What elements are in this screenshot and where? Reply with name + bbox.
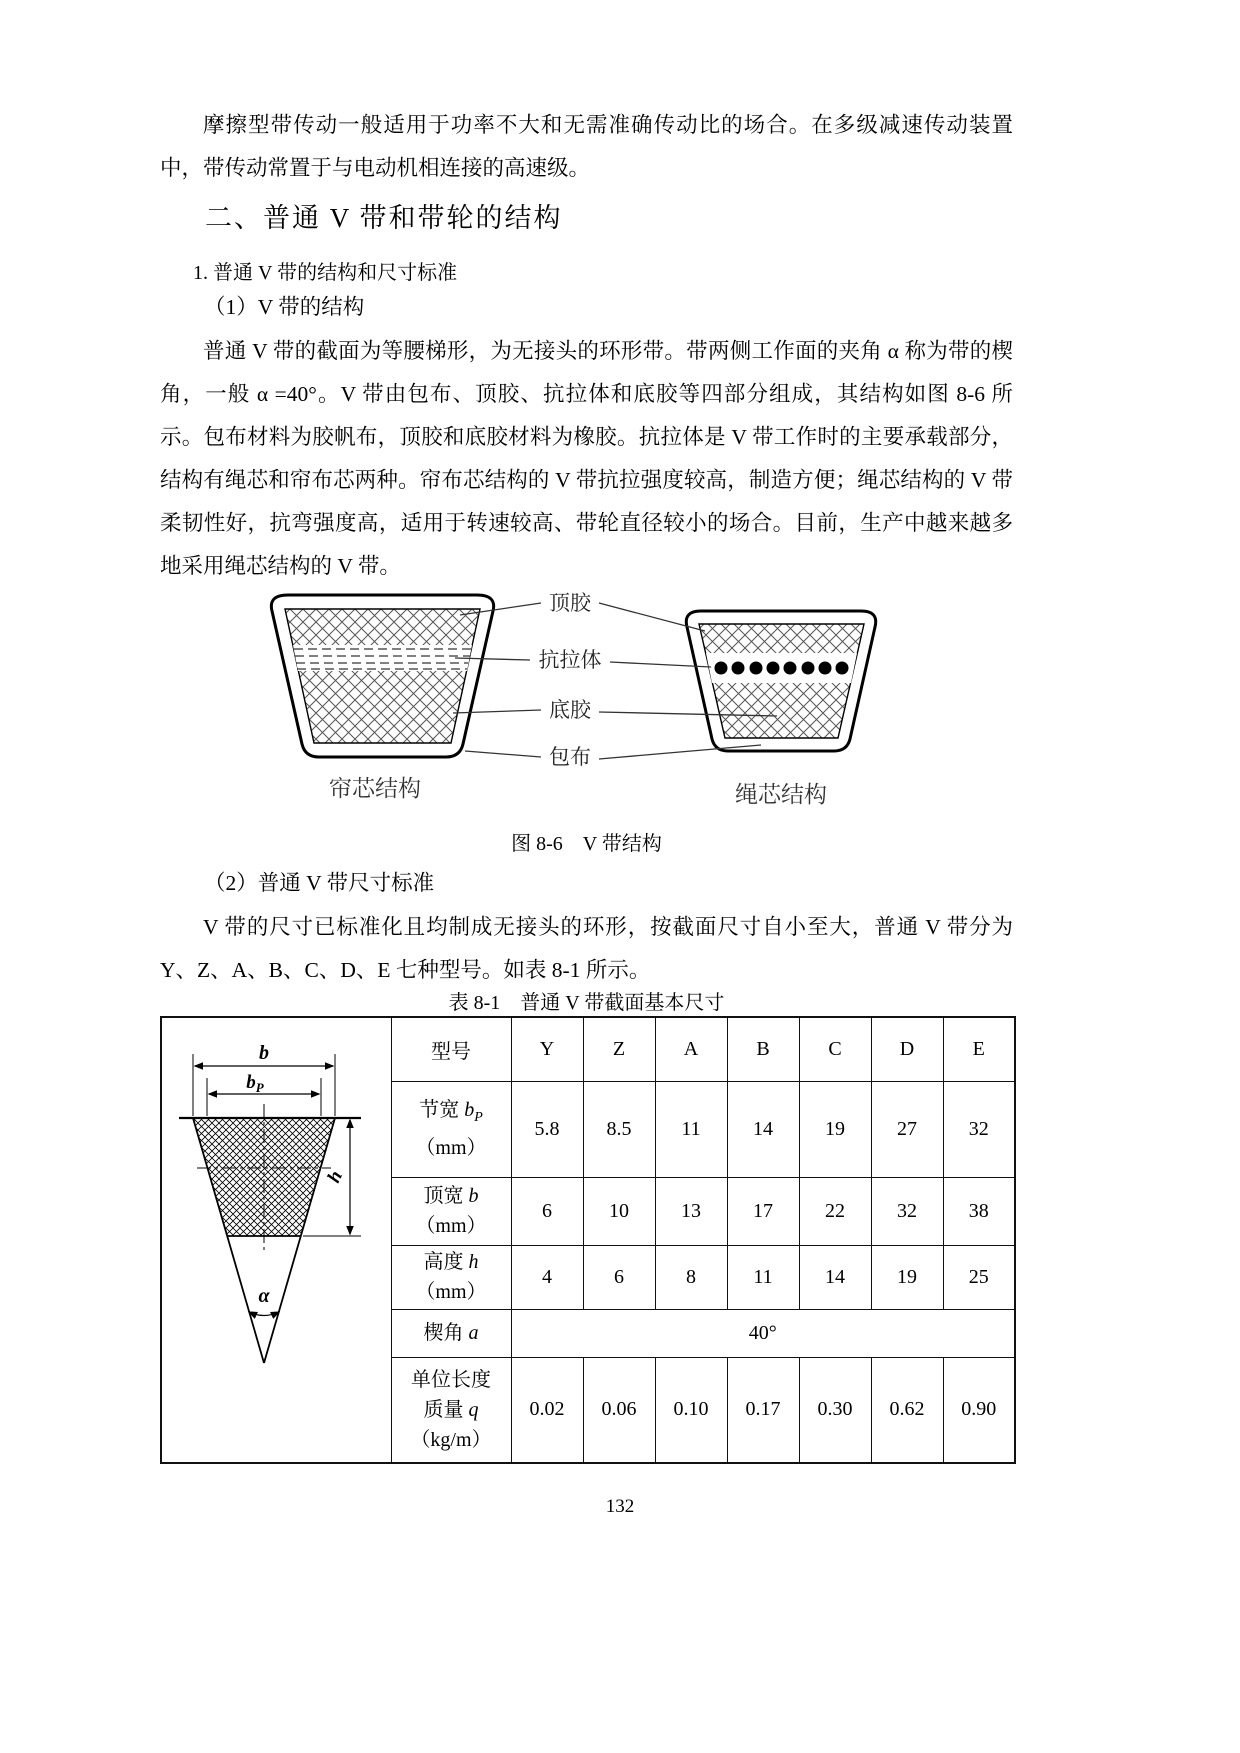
table-cell: 11 — [727, 1245, 799, 1309]
table-cell: 4 — [511, 1245, 583, 1309]
label-wrap-fabric: 包布 — [549, 745, 591, 769]
col-header: C — [799, 1017, 871, 1081]
table-cell: 22 — [799, 1177, 871, 1245]
table-cell: 27 — [871, 1081, 943, 1177]
fabric-core-belt-drawing — [271, 595, 493, 757]
table-cell: 25 — [943, 1245, 1015, 1309]
table-8-1 — [160, 1016, 1016, 1464]
dim-label-h: h — [323, 1167, 348, 1187]
table-cell: 32 — [943, 1081, 1015, 1177]
table-cell: 17 — [727, 1177, 799, 1245]
col-header: A — [655, 1017, 727, 1081]
table-cell: 0.17 — [727, 1357, 799, 1463]
page-number: 132 — [605, 1496, 635, 1517]
table-cell: 14 — [799, 1245, 871, 1309]
v-belt-size-table — [160, 1016, 1016, 1464]
sub-heading-1: 1. 普通 V 带的结构和尺寸标准 — [193, 262, 458, 284]
table-cell: 14 — [727, 1081, 799, 1177]
table-cell: 6 — [511, 1177, 583, 1245]
table-cell: 5.8 — [511, 1081, 583, 1177]
table-cell: 0.02 — [511, 1357, 583, 1463]
dim-label-bp: $b_P$ — [246, 1072, 264, 1095]
row-label-wedge-angle: 楔角 a — [391, 1309, 511, 1357]
rope-core-belt-drawing — [686, 611, 875, 751]
table-caption: 表 8-1 普通 V 带截面基本尺寸 — [448, 992, 725, 1014]
label-bottom-rubber: 底胶 — [549, 698, 591, 722]
figure-caption: 图 8-6 V 带结构 — [511, 833, 662, 855]
col-header-model: 型号 — [391, 1017, 511, 1081]
table-cell: 6 — [583, 1245, 655, 1309]
paragraph-structure: 普通 V 带的截面为等腰梯形，为无接头的环形带。带两侧工作面的夹角 α 称为带的楔角，一般 α =40°。V 带由包布、顶胶、抗拉体和底胶等四部分组成，其结构如图 8-6 所示。包布材料为胶帆布，顶胶和底胶材料为橡胶。抗拉体是 V 带工作时的主要承载部分，结构有绳芯和帘布芯两种。帘布芯结构的 V 带抗拉强度较高，制造方便；绳芯结构的 V 带柔韧性好，抗弯强度高，适用于转速较高、带轮直径较小的场合。目前，生产中越来越多地采用绳芯结构的 V 带。 — [160, 339, 1013, 578]
label-tension-member: 抗拉体 — [538, 648, 602, 672]
item-heading-2: （2）普通 V 带尺寸标准 — [204, 871, 435, 895]
col-header: Z — [583, 1017, 655, 1081]
col-header: B — [727, 1017, 799, 1081]
paragraph-sizes: V 带的尺寸已标准化且均制成无接头的环形，按截面尺寸自小至大，普通 V 带分为 Y、Z、A、B、C、D、E 七种型号。如表 8-1 所示。 — [160, 915, 1013, 982]
table-cell: 19 — [871, 1245, 943, 1309]
table-cell: 8.5 — [583, 1081, 655, 1177]
table-cell: 10 — [583, 1177, 655, 1245]
section-heading: 二、普通 V 带和带轮的结构 — [205, 203, 563, 233]
table-cell: 8 — [655, 1245, 727, 1309]
row-label-pitch-width: 节宽 $b_P$ （mm） — [391, 1081, 511, 1177]
label-top-rubber: 顶胶 — [549, 591, 591, 615]
table-cell: 0.06 — [583, 1357, 655, 1463]
table-cell: 0.62 — [871, 1357, 943, 1463]
table-cell: 32 — [871, 1177, 943, 1245]
table-cell: 0.90 — [943, 1357, 1015, 1463]
dim-label-b: b — [259, 1042, 270, 1064]
table-cell: 0.10 — [655, 1357, 727, 1463]
col-header: Y — [511, 1017, 583, 1081]
figure-8-6 — [225, 583, 1015, 820]
row-label-height: 高度 h （mm） — [391, 1245, 511, 1309]
table-cell: 13 — [655, 1177, 727, 1245]
dim-label-alpha: α — [258, 1285, 270, 1307]
left-belt-caption: 帘芯结构 — [329, 776, 421, 801]
table-cell: 0.30 — [799, 1357, 871, 1463]
right-belt-caption: 绳芯结构 — [735, 782, 827, 807]
table-cell: 11 — [655, 1081, 727, 1177]
belt-structure-figure — [225, 583, 1015, 815]
col-header: D — [871, 1017, 943, 1081]
cross-section-drawing — [163, 1018, 389, 1462]
row-label-top-width: 顶宽 b （mm） — [391, 1177, 511, 1245]
table-cell: 38 — [943, 1177, 1015, 1245]
table-cell: 19 — [799, 1081, 871, 1177]
item-heading-1: （1）V 带的结构 — [204, 295, 365, 319]
row-label-unit-mass: 单位长度 质量 q （kg/m） — [391, 1357, 511, 1463]
col-header: E — [943, 1017, 1015, 1081]
paragraph-intro: 摩擦型带传动一般适用于功率不大和无需准确传动比的场合。在多级减速传动装置中，带传动常置于与电动机相连接的高速级。 — [160, 113, 1013, 180]
table-row — [161, 1017, 1015, 1081]
belt-cross-section-diagram — [161, 1017, 391, 1463]
table-cell-wedge-angle: 40° — [511, 1309, 1015, 1357]
